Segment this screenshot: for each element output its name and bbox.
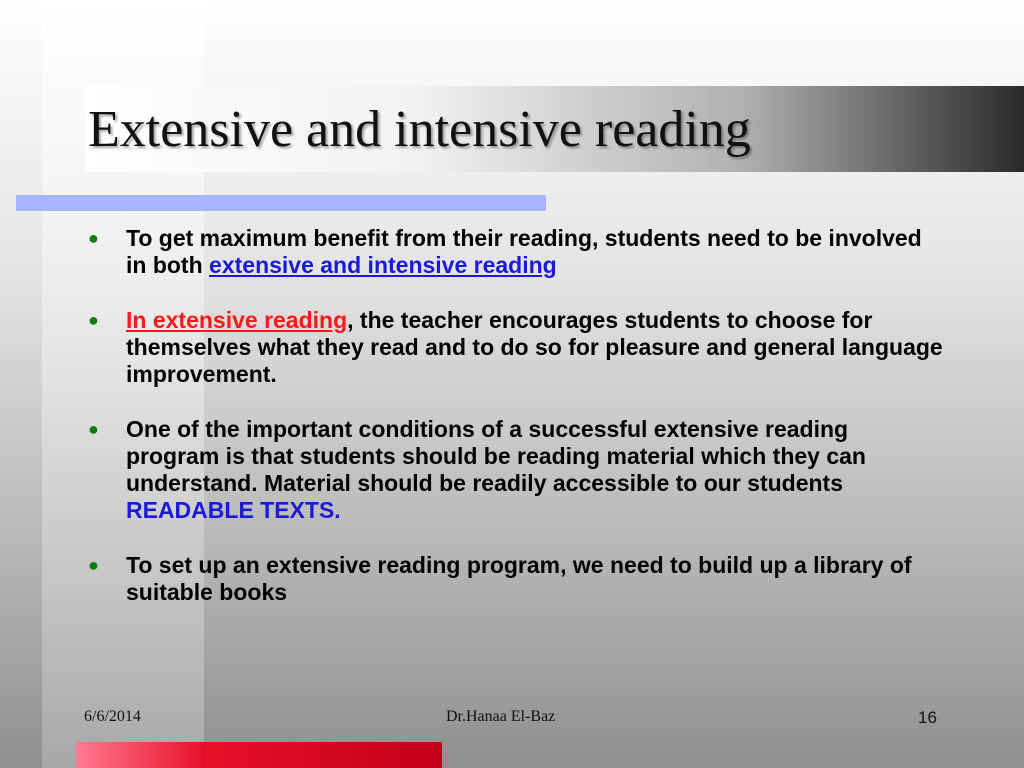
in-extensive-reading-link[interactable]: In extensive reading xyxy=(126,307,348,333)
bullet-dot-icon: ● xyxy=(88,419,99,439)
bullet-item xyxy=(86,225,946,279)
bullet-dot-icon: ● xyxy=(88,555,99,575)
bullet-text: To get maximum benefit from their reading, students need to be involved in both xyxy=(126,225,922,278)
bullet-item xyxy=(86,552,946,606)
extensive-intensive-link[interactable]: extensive and intensive reading xyxy=(209,252,557,278)
bullet-text: , the teacher encourages students to choose for themselves what they read and to do so for pleasure and general language improvement. xyxy=(126,307,943,387)
readable-texts-highlight: READABLE TEXTS. xyxy=(126,497,341,523)
bullet-dot-icon: ● xyxy=(88,310,99,330)
page-number: 16 xyxy=(918,708,937,727)
accent-bar xyxy=(16,195,546,211)
bullet-list xyxy=(86,225,946,606)
footer-author: Dr.Hanaa El-Baz xyxy=(446,708,556,725)
bullet-item xyxy=(86,416,946,524)
bullet-text: To set up an extensive reading program, we need to build up a library of suitable books xyxy=(126,552,912,605)
footer-date: 6/6/2014 xyxy=(84,708,141,725)
footer-red-bar xyxy=(76,742,442,768)
bullet-item xyxy=(86,307,946,388)
bullet-dot-icon: ● xyxy=(88,228,99,248)
slide-title: Extensive and intensive reading xyxy=(88,101,751,158)
bullet-text: One of the important conditions of a successful extensive reading program is that students should be reading material which they can understand. Material should be readily accessible to our students xyxy=(126,416,866,496)
